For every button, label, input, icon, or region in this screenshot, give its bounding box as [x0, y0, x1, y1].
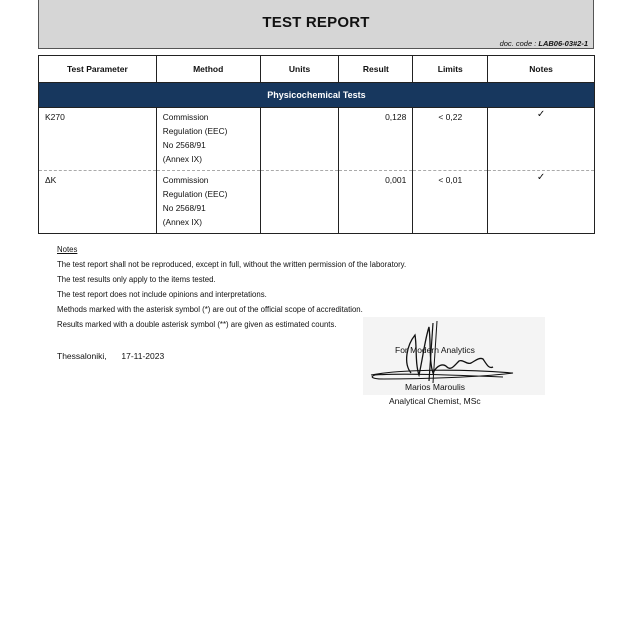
cell-method [156, 171, 260, 234]
col-header-notes: Notes [488, 56, 595, 83]
col-header-units: Units [260, 56, 339, 83]
notes-section [57, 242, 406, 332]
method-line: Regulation (EEC) [162, 189, 228, 199]
doc-code-value: LAB06-03#2-1 [538, 39, 588, 48]
check-icon: ✓ [488, 108, 595, 171]
note-line: The test results only apply to the items tested. [57, 275, 216, 284]
method-line: (Annex IX) [162, 154, 202, 164]
place: Thessaloniki, [57, 351, 107, 361]
table-row [39, 171, 595, 234]
note-line: The test report does not include opinions and interpretations. [57, 290, 267, 299]
method-line: Regulation (EEC) [162, 126, 228, 136]
method-line: (Annex IX) [162, 217, 202, 227]
doc-code [500, 39, 588, 48]
report-header [38, 0, 594, 49]
method-line: No 2568/91 [162, 203, 206, 213]
place-date [57, 351, 164, 361]
cell-result: 0,128 [339, 108, 413, 171]
method-line: Commission [162, 175, 209, 185]
check-icon: ✓ [488, 171, 595, 234]
col-header-method: Method [156, 56, 260, 83]
section-title: Physicochemical Tests [39, 83, 595, 108]
method-line: Commission [162, 112, 209, 122]
cell-parameter: K270 [39, 108, 157, 171]
cell-method [156, 108, 260, 171]
signer-role: Analytical Chemist, MSc [389, 396, 481, 406]
cell-result: 0,001 [339, 171, 413, 234]
results-table [38, 55, 595, 234]
col-header-parameter: Test Parameter [39, 56, 157, 83]
signer-name: Marios Maroulis [405, 382, 465, 392]
report-title: TEST REPORT [262, 14, 370, 31]
notes-title: Notes [57, 245, 78, 254]
cell-units [260, 171, 339, 234]
cell-units [260, 108, 339, 171]
method-line: No 2568/91 [162, 140, 206, 150]
note-line: Methods marked with the asterisk symbol (*) are out of the official scope of accreditation. [57, 305, 363, 314]
signature-for: For Modern Analytics [395, 345, 475, 355]
section-row [39, 83, 595, 108]
cell-limits: < 0,01 [413, 171, 488, 234]
col-header-limits: Limits [413, 56, 488, 83]
date: 17-11-2023 [121, 351, 165, 361]
note-line: The test report shall not be reproduced, except in full, without the written permission of the laboratory. [57, 260, 407, 269]
doc-code-label: doc. code : [499, 39, 537, 48]
note-line: Results marked with a double asterisk symbol (**) are given as estimated counts. [57, 320, 337, 329]
col-header-result: Result [339, 56, 413, 83]
table-header-row [39, 56, 595, 83]
cell-parameter: ΔK [39, 171, 157, 234]
table-row [39, 108, 595, 171]
cell-limits: < 0,22 [413, 108, 488, 171]
